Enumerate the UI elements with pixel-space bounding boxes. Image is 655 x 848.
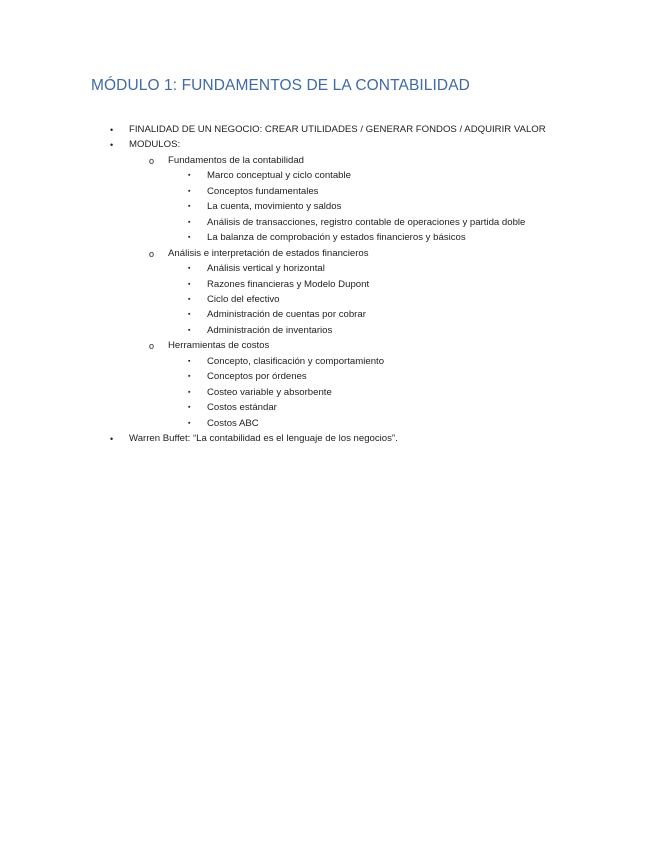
outline-item-level-3 bbox=[0, 201, 655, 213]
outline-item-text: Análisis de transacciones, registro contable de operaciones y partida doble bbox=[207, 216, 526, 228]
outline-item-level-2 bbox=[0, 155, 655, 167]
outline-item-level-2 bbox=[0, 248, 655, 260]
outline-item-level-3 bbox=[0, 217, 655, 229]
outline-item-text: Marco conceptual y ciclo contable bbox=[207, 170, 351, 182]
outline-item-level-3 bbox=[0, 170, 655, 182]
bullet-square: ▪ bbox=[188, 311, 191, 319]
bullet-dot: • bbox=[110, 140, 114, 151]
outline-item-level-3 bbox=[0, 356, 655, 368]
outline-item-text: La cuenta, movimiento y saldos bbox=[207, 201, 342, 213]
outline-item-level-3 bbox=[0, 263, 655, 275]
bullet-dot: • bbox=[110, 125, 114, 135]
bullet-square: ▪ bbox=[188, 203, 191, 211]
bullet-square: ▪ bbox=[188, 373, 191, 381]
outline-item-level-3 bbox=[0, 294, 655, 306]
outline-item-level-3 bbox=[0, 402, 655, 414]
outline-item-text: Concepto, clasificación y comportamiento bbox=[207, 355, 385, 367]
bullet-circle: o bbox=[149, 248, 155, 259]
bullet-square: ▪ bbox=[188, 419, 191, 427]
bullet-square: ▪ bbox=[188, 326, 191, 334]
bullet-square: ▪ bbox=[188, 265, 191, 273]
bullet-square: ▪ bbox=[188, 280, 191, 288]
outline-item-level-3 bbox=[0, 387, 655, 399]
outline-item-text: Fundamentos de la contabilidad bbox=[168, 154, 305, 166]
outline-item-level-1 bbox=[0, 433, 655, 445]
bullet-square: ▪ bbox=[188, 357, 191, 365]
outline-item-text: La balanza de comprobación y estados financieros y básicos bbox=[207, 232, 466, 244]
outline-item-text: Análisis vertical y horizontal bbox=[207, 263, 325, 275]
outline-item-level-3 bbox=[0, 232, 655, 244]
bullet-square: ▪ bbox=[188, 404, 191, 412]
outline-item-level-1 bbox=[0, 124, 655, 136]
outline-item-level-3 bbox=[0, 371, 655, 383]
outline-item-level-3 bbox=[0, 325, 655, 337]
bullet-square: ▪ bbox=[188, 218, 191, 226]
bullet-circle: o bbox=[149, 341, 155, 352]
outline-item-text: Conceptos fundamentales bbox=[207, 185, 319, 197]
outline-item-text: MODULOS: bbox=[129, 139, 181, 151]
bullet-square: ▪ bbox=[188, 388, 191, 396]
outline-item-text: Costeo variable y absorbente bbox=[207, 386, 332, 398]
outline-item-text: Ciclo del efectivo bbox=[207, 293, 280, 305]
outline-item-text: Análisis e interpretación de estados financieros bbox=[168, 247, 369, 259]
bullet-square: ▪ bbox=[188, 295, 191, 303]
outline-item-level-2 bbox=[0, 340, 655, 352]
outline-item-text: Razones financieras y Modelo Dupont bbox=[207, 278, 370, 290]
outline-item-text: Warren Buffet: “La contabilidad es el lenguaje de los negocios”. bbox=[129, 433, 398, 444]
bullet-circle: o bbox=[149, 155, 155, 166]
bullet-square: ▪ bbox=[188, 187, 191, 195]
page-title: MÓDULO 1: FUNDAMENTOS DE LA CONTABILIDAD bbox=[91, 77, 470, 94]
outline-item-text: Administración de inventarios bbox=[207, 324, 333, 336]
outline-item-level-3 bbox=[0, 418, 655, 430]
bullet-square: ▪ bbox=[188, 234, 191, 242]
outline-item-text: Conceptos por órdenes bbox=[207, 371, 307, 383]
outline-item-level-3 bbox=[0, 309, 655, 321]
outline-item-text: FINALIDAD DE UN NEGOCIO: CREAR UTILIDADES / GENERAR FONDOS / ADQUIRIR VALOR bbox=[129, 124, 546, 135]
outline-item-level-3 bbox=[0, 186, 655, 198]
outline-item-text: Herramientas de costos bbox=[168, 340, 270, 352]
outline-item-level-1 bbox=[0, 139, 655, 151]
outline-item-text: Administración de cuentas por cobrar bbox=[207, 309, 366, 321]
outline-item-level-3 bbox=[0, 279, 655, 291]
bullet-dot: • bbox=[110, 434, 114, 444]
outline-item-text: Costos ABC bbox=[207, 417, 259, 429]
bullet-square: ▪ bbox=[188, 172, 191, 180]
outline-item-text: Costos estándar bbox=[207, 402, 277, 414]
